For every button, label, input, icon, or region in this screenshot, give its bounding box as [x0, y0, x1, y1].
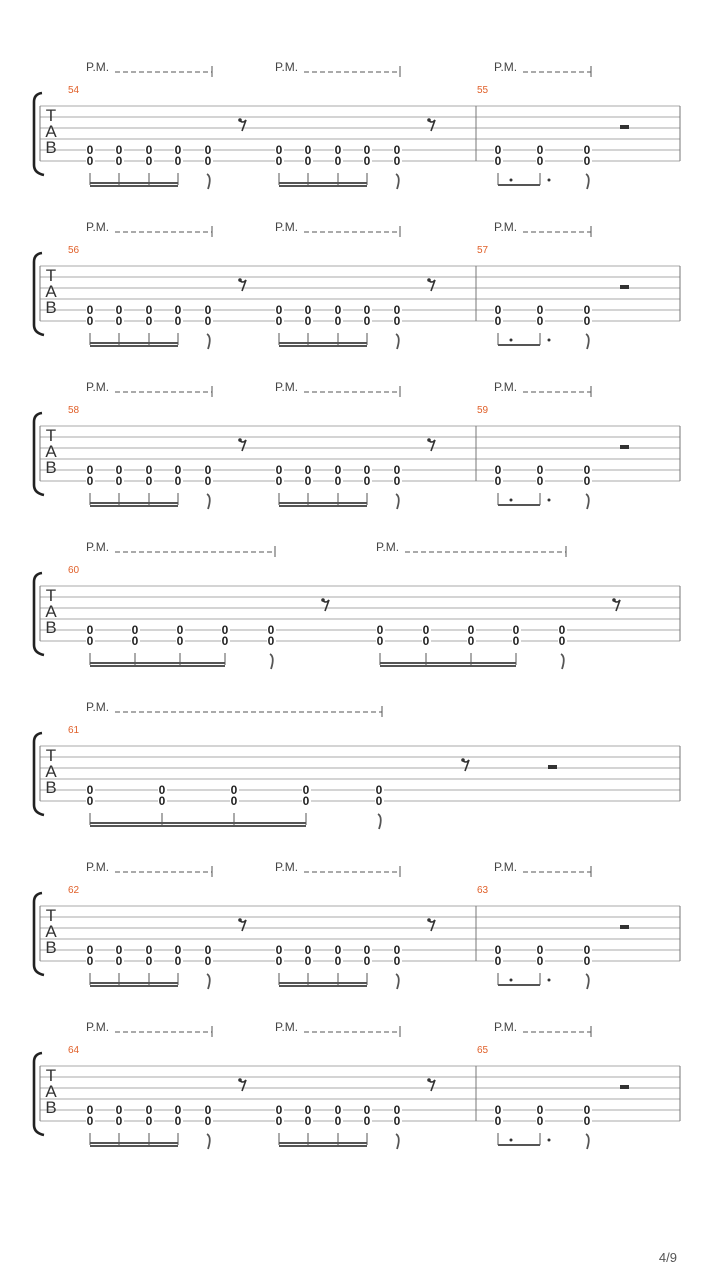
fret-number: 0	[267, 623, 275, 637]
measure-number: 61	[68, 725, 80, 736]
fret-number: 0	[204, 303, 212, 317]
tab-clef-letter: A	[45, 442, 57, 461]
fret-number: 0	[115, 154, 123, 168]
fret-number: 0	[145, 1103, 153, 1117]
fret-number: 0	[174, 1114, 182, 1128]
fret-number: 0	[204, 154, 212, 168]
eighth-rest-dot	[427, 278, 431, 282]
fret-number: 0	[275, 1114, 283, 1128]
fret-number: 0	[583, 154, 591, 168]
beam	[90, 185, 178, 187]
fret-number: 0	[174, 154, 182, 168]
beam	[279, 345, 367, 347]
fret-number: 0	[583, 954, 591, 968]
fret-number: 0	[558, 623, 566, 637]
fret-number: 0	[86, 794, 94, 808]
fret-number: 0	[393, 954, 401, 968]
fret-number: 0	[536, 314, 544, 328]
fret-number: 0	[583, 1103, 591, 1117]
eighth-flag	[396, 1134, 399, 1149]
system-bracket	[34, 573, 44, 655]
tab-clef-letter: A	[45, 1082, 57, 1101]
fret-number: 0	[204, 474, 212, 488]
fret-number: 0	[131, 634, 139, 648]
fret-number: 0	[275, 474, 283, 488]
fret-number: 0	[275, 314, 283, 328]
beam	[498, 504, 540, 506]
fret-number: 0	[393, 463, 401, 477]
eighth-rest-dot	[461, 758, 465, 762]
fret-number: 0	[334, 954, 342, 968]
fret-number: 0	[393, 1103, 401, 1117]
fret-number: 0	[86, 154, 94, 168]
palm-mute-label: P.M.	[86, 1020, 110, 1034]
dot	[548, 179, 551, 182]
eighth-flag	[586, 174, 589, 189]
eighth-rest-dot	[238, 278, 242, 282]
eighth-rest-dot	[427, 438, 431, 442]
fret-number: 0	[267, 634, 275, 648]
fret-number: 0	[145, 154, 153, 168]
fret-number: 0	[145, 474, 153, 488]
fret-number: 0	[115, 943, 123, 957]
fret-number: 0	[86, 1114, 94, 1128]
fret-number: 0	[494, 463, 502, 477]
fret-number: 0	[115, 314, 123, 328]
fret-number: 0	[145, 1114, 153, 1128]
fret-number: 0	[494, 954, 502, 968]
beam	[90, 182, 178, 184]
eighth-flag	[586, 334, 589, 349]
palm-mute-label: P.M.	[275, 860, 299, 874]
tab-clef-letter: T	[45, 106, 57, 125]
fret-number: 0	[376, 623, 384, 637]
beam	[90, 502, 178, 504]
fret-number: 0	[158, 783, 166, 797]
palm-mute-label: P.M.	[275, 1020, 299, 1034]
fret-number: 0	[204, 954, 212, 968]
fret-number: 0	[145, 314, 153, 328]
system-bracket	[34, 253, 44, 335]
fret-number: 0	[334, 1114, 342, 1128]
eighth-flag	[270, 654, 273, 669]
measure-number: 64	[68, 1045, 80, 1056]
fret-number: 0	[363, 1103, 371, 1117]
fret-number: 0	[302, 783, 310, 797]
fret-number: 0	[467, 623, 475, 637]
palm-mute-label: P.M.	[275, 380, 299, 394]
half-rest	[548, 765, 557, 769]
fret-number: 0	[583, 303, 591, 317]
fret-number: 0	[583, 463, 591, 477]
fret-number: 0	[467, 634, 475, 648]
fret-number: 0	[145, 943, 153, 957]
tab-clef-letter: B	[45, 458, 57, 477]
eighth-rest-dot	[238, 438, 242, 442]
eighth-flag	[378, 814, 381, 829]
fret-number: 0	[204, 1103, 212, 1117]
dot	[548, 1139, 551, 1142]
tab-clef-letter: T	[45, 746, 57, 765]
palm-mute-label: P.M.	[86, 60, 110, 74]
fret-number: 0	[275, 1103, 283, 1117]
dot	[548, 339, 551, 342]
fret-number: 0	[176, 623, 184, 637]
tab-clef-letter: B	[45, 298, 57, 317]
fret-number: 0	[174, 143, 182, 157]
fret-number: 0	[86, 1103, 94, 1117]
fret-number: 0	[494, 1103, 502, 1117]
fret-number: 0	[145, 303, 153, 317]
system-bracket	[34, 893, 44, 975]
eighth-flag	[207, 334, 210, 349]
eighth-flag	[396, 494, 399, 509]
fret-number: 0	[583, 143, 591, 157]
fret-number: 0	[363, 303, 371, 317]
measure-number: 60	[68, 565, 80, 576]
fret-number: 0	[512, 634, 520, 648]
fret-number: 0	[304, 1114, 312, 1128]
fret-number: 0	[494, 1114, 502, 1128]
palm-mute-label: P.M.	[494, 60, 518, 74]
fret-number: 0	[536, 303, 544, 317]
tab-clef-letter: B	[45, 618, 57, 637]
fret-number: 0	[494, 474, 502, 488]
dot	[510, 1139, 513, 1142]
fret-number: 0	[174, 943, 182, 957]
beam	[498, 984, 540, 986]
eighth-rest-dot	[238, 1078, 242, 1082]
fret-number: 0	[115, 1103, 123, 1117]
fret-number: 0	[115, 143, 123, 157]
fret-number: 0	[393, 943, 401, 957]
fret-number: 0	[375, 783, 383, 797]
fret-number: 0	[393, 474, 401, 488]
tab-clef-letter: A	[45, 122, 57, 141]
palm-mute-label: P.M.	[376, 540, 400, 554]
tab-clef-letter: T	[45, 426, 57, 445]
fret-number: 0	[304, 474, 312, 488]
beam	[498, 344, 540, 346]
dot	[548, 979, 551, 982]
fret-number: 0	[536, 1103, 544, 1117]
beam	[380, 662, 516, 664]
beam	[279, 342, 367, 344]
beam	[279, 982, 367, 984]
fret-number: 0	[334, 154, 342, 168]
palm-mute-label: P.M.	[86, 380, 110, 394]
fret-number: 0	[275, 943, 283, 957]
fret-number: 0	[512, 623, 520, 637]
eighth-flag	[586, 974, 589, 989]
beam	[279, 502, 367, 504]
fret-number: 0	[422, 623, 430, 637]
fret-number: 0	[304, 314, 312, 328]
beam	[90, 985, 178, 987]
beam	[90, 1142, 178, 1144]
fret-number: 0	[393, 314, 401, 328]
palm-mute-label: P.M.	[275, 60, 299, 74]
palm-mute-label: P.M.	[494, 220, 518, 234]
beam	[90, 505, 178, 507]
fret-number: 0	[115, 303, 123, 317]
fret-number: 0	[494, 314, 502, 328]
beam	[279, 1145, 367, 1147]
dot	[510, 339, 513, 342]
eighth-flag	[586, 494, 589, 509]
measure-number: 65	[477, 1045, 489, 1056]
fret-number: 0	[131, 623, 139, 637]
fret-number: 0	[86, 143, 94, 157]
half-rest	[620, 925, 629, 929]
fret-number: 0	[494, 943, 502, 957]
fret-number: 0	[494, 154, 502, 168]
fret-number: 0	[230, 783, 238, 797]
tab-clef-letter: A	[45, 602, 57, 621]
fret-number: 0	[375, 794, 383, 808]
palm-mute-label: P.M.	[86, 540, 110, 554]
measure-number: 57	[477, 245, 489, 256]
beam	[90, 1145, 178, 1147]
fret-number: 0	[536, 954, 544, 968]
fret-number: 0	[86, 943, 94, 957]
fret-number: 0	[275, 143, 283, 157]
fret-number: 0	[304, 154, 312, 168]
beam	[90, 665, 225, 667]
eighth-rest-dot	[427, 118, 431, 122]
fret-number: 0	[145, 954, 153, 968]
tab-clef-letter: A	[45, 282, 57, 301]
fret-number: 0	[86, 954, 94, 968]
tab-clef-letter: T	[45, 1066, 57, 1085]
beam	[279, 1142, 367, 1144]
fret-number: 0	[536, 463, 544, 477]
half-rest	[620, 125, 629, 129]
palm-mute-label: P.M.	[494, 860, 518, 874]
fret-number: 0	[275, 154, 283, 168]
dot	[548, 499, 551, 502]
system-bracket	[34, 733, 44, 815]
eighth-rest-dot	[238, 918, 242, 922]
fret-number: 0	[86, 303, 94, 317]
fret-number: 0	[86, 463, 94, 477]
fret-number: 0	[86, 783, 94, 797]
fret-number: 0	[334, 1103, 342, 1117]
eighth-flag	[561, 654, 564, 669]
tab-clef-letter: T	[45, 266, 57, 285]
fret-number: 0	[86, 314, 94, 328]
measure-number: 63	[477, 885, 489, 896]
fret-number: 0	[176, 634, 184, 648]
fret-number: 0	[145, 143, 153, 157]
tab-clef-letter: B	[45, 778, 57, 797]
fret-number: 0	[558, 634, 566, 648]
dot	[510, 179, 513, 182]
fret-number: 0	[174, 303, 182, 317]
system-bracket	[34, 413, 44, 495]
fret-number: 0	[174, 474, 182, 488]
fret-number: 0	[115, 1114, 123, 1128]
fret-number: 0	[204, 143, 212, 157]
tab-clef-letter: B	[45, 1098, 57, 1117]
eighth-flag	[586, 1134, 589, 1149]
fret-number: 0	[583, 1114, 591, 1128]
fret-number: 0	[174, 463, 182, 477]
tab-clef-letter: B	[45, 938, 57, 957]
fret-number: 0	[334, 303, 342, 317]
fret-number: 0	[304, 143, 312, 157]
tab-clef-letter: A	[45, 762, 57, 781]
fret-number: 0	[204, 1114, 212, 1128]
fret-number: 0	[86, 474, 94, 488]
fret-number: 0	[86, 634, 94, 648]
fret-number: 0	[363, 474, 371, 488]
fret-number: 0	[393, 1114, 401, 1128]
fret-number: 0	[86, 623, 94, 637]
measure-number: 62	[68, 885, 80, 896]
beam	[279, 505, 367, 507]
fret-number: 0	[334, 474, 342, 488]
eighth-rest-dot	[427, 918, 431, 922]
fret-number: 0	[304, 303, 312, 317]
eighth-rest-dot	[321, 598, 325, 602]
palm-mute-label: P.M.	[86, 220, 110, 234]
measure-number: 58	[68, 405, 80, 416]
tab-clef-letter: A	[45, 922, 57, 941]
beam	[90, 825, 306, 827]
eighth-flag	[396, 974, 399, 989]
eighth-flag	[396, 334, 399, 349]
palm-mute-label: P.M.	[275, 220, 299, 234]
fret-number: 0	[304, 954, 312, 968]
eighth-rest-dot	[427, 1078, 431, 1082]
measure-number: 55	[477, 85, 489, 96]
fret-number: 0	[275, 463, 283, 477]
fret-number: 0	[275, 954, 283, 968]
fret-number: 0	[363, 463, 371, 477]
fret-number: 0	[536, 943, 544, 957]
eighth-flag	[207, 494, 210, 509]
fret-number: 0	[275, 303, 283, 317]
beam	[380, 665, 516, 667]
fret-number: 0	[536, 474, 544, 488]
tab-clef-letter: T	[45, 586, 57, 605]
beam	[90, 822, 306, 824]
fret-number: 0	[221, 634, 229, 648]
fret-number: 0	[115, 474, 123, 488]
fret-number: 0	[204, 463, 212, 477]
eighth-flag	[207, 174, 210, 189]
beam	[90, 662, 225, 664]
fret-number: 0	[174, 1103, 182, 1117]
beam	[279, 185, 367, 187]
fret-number: 0	[363, 154, 371, 168]
beam	[90, 342, 178, 344]
fret-number: 0	[174, 954, 182, 968]
eighth-flag	[207, 1134, 210, 1149]
half-rest	[620, 1085, 629, 1089]
fret-number: 0	[583, 314, 591, 328]
fret-number: 0	[393, 303, 401, 317]
fret-number: 0	[363, 143, 371, 157]
beam	[498, 1144, 540, 1146]
fret-number: 0	[115, 954, 123, 968]
fret-number: 0	[376, 634, 384, 648]
fret-number: 0	[334, 943, 342, 957]
measure-number: 59	[477, 405, 489, 416]
fret-number: 0	[230, 794, 238, 808]
eighth-flag	[396, 174, 399, 189]
fret-number: 0	[302, 794, 310, 808]
fret-number: 0	[536, 143, 544, 157]
beam	[498, 184, 540, 186]
measure-number: 54	[68, 85, 80, 96]
fret-number: 0	[221, 623, 229, 637]
eighth-rest-dot	[612, 598, 616, 602]
dot	[510, 979, 513, 982]
fret-number: 0	[334, 143, 342, 157]
page-number: 4/9	[658, 1250, 677, 1265]
fret-number: 0	[422, 634, 430, 648]
eighth-rest-dot	[238, 118, 242, 122]
fret-number: 0	[536, 154, 544, 168]
tab-clef-letter: B	[45, 138, 57, 157]
fret-number: 0	[204, 943, 212, 957]
palm-mute-label: P.M.	[86, 860, 110, 874]
half-rest	[620, 285, 629, 289]
fret-number: 0	[583, 474, 591, 488]
fret-number: 0	[363, 314, 371, 328]
fret-number: 0	[174, 314, 182, 328]
half-rest	[620, 445, 629, 449]
palm-mute-label: P.M.	[494, 1020, 518, 1034]
fret-number: 0	[334, 314, 342, 328]
fret-number: 0	[304, 1103, 312, 1117]
measure-number: 56	[68, 245, 80, 256]
system-bracket	[34, 1053, 44, 1135]
fret-number: 0	[583, 943, 591, 957]
fret-number: 0	[334, 463, 342, 477]
fret-number: 0	[304, 943, 312, 957]
palm-mute-label: P.M.	[86, 700, 110, 714]
fret-number: 0	[494, 303, 502, 317]
fret-number: 0	[304, 463, 312, 477]
beam	[279, 182, 367, 184]
beam	[279, 985, 367, 987]
system-bracket	[34, 93, 44, 175]
fret-number: 0	[145, 463, 153, 477]
beam	[90, 345, 178, 347]
tab-clef-letter: T	[45, 906, 57, 925]
palm-mute-label: P.M.	[494, 380, 518, 394]
beam	[90, 982, 178, 984]
fret-number: 0	[494, 143, 502, 157]
eighth-flag	[207, 974, 210, 989]
dot	[510, 499, 513, 502]
fret-number: 0	[536, 1114, 544, 1128]
fret-number: 0	[115, 463, 123, 477]
fret-number: 0	[363, 954, 371, 968]
fret-number: 0	[393, 154, 401, 168]
fret-number: 0	[204, 314, 212, 328]
fret-number: 0	[393, 143, 401, 157]
fret-number: 0	[363, 1114, 371, 1128]
fret-number: 0	[363, 943, 371, 957]
fret-number: 0	[158, 794, 166, 808]
